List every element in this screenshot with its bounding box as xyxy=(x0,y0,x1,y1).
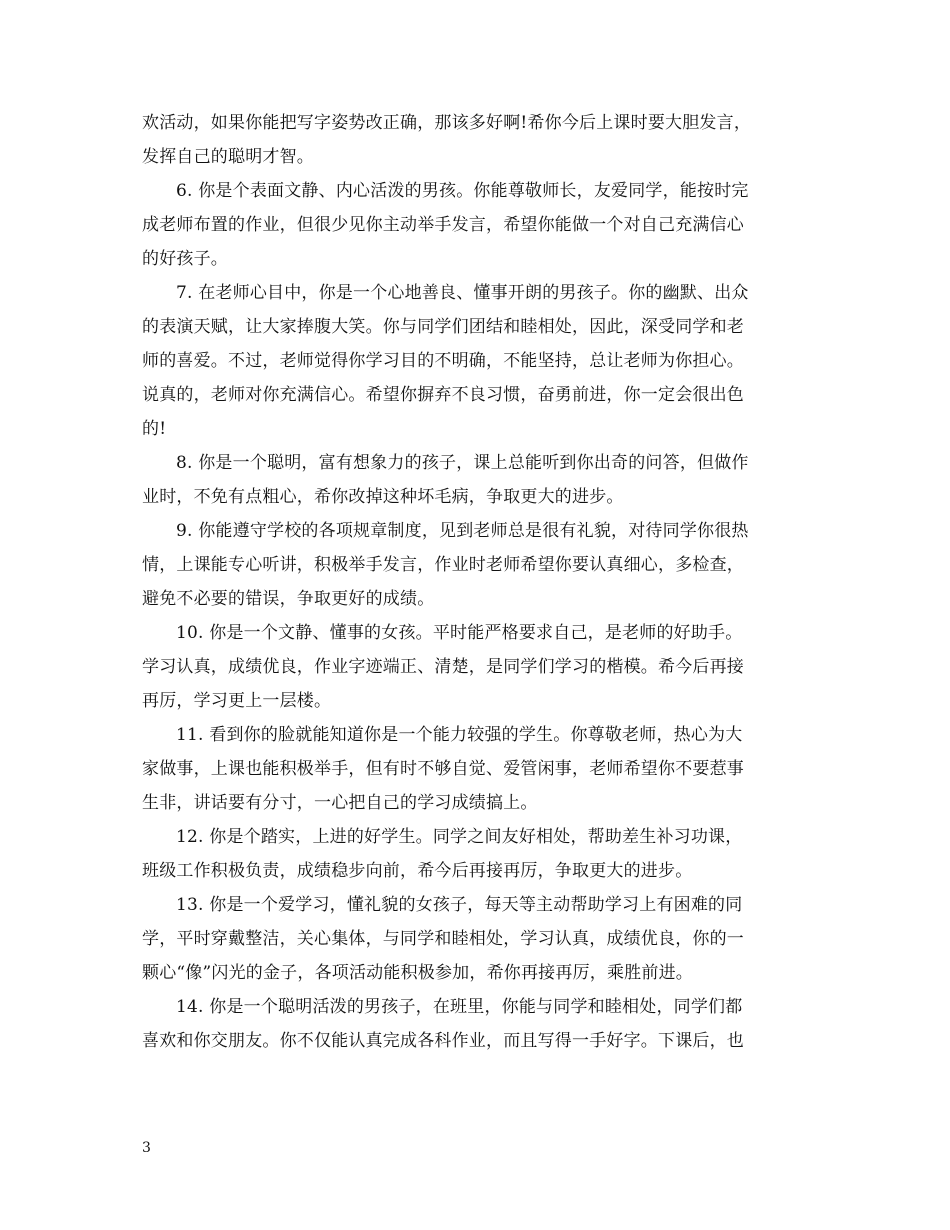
text-line: 11. 看到你的脸就能知道你是一个能力较强的学生。你尊敬老师，热心为大 xyxy=(176,725,743,745)
paragraph-8 xyxy=(142,453,810,521)
text-line: 班级工作积极负责，成绩稳步向前，希今后再接再厉，争取更大的进步。 xyxy=(142,861,693,881)
text-line: 避免不必要的错误，争取更好的成绩。 xyxy=(142,589,435,609)
text-line: 学习认真，成绩优良，作业字迹端正、清楚，是同学们学习的楷模。希今后再接 xyxy=(142,657,744,677)
text-line: 14. 你是一个聪明活泼的男孩子，在班里，你能与同学和睦相处，同学们都 xyxy=(176,997,743,1017)
text-line: 颗心“像”闪光的金子，各项活动能积极参加，希你再接再厉，乘胜前进。 xyxy=(142,963,693,983)
page-number: 3 xyxy=(142,1140,151,1156)
text-line: 发挥自己的聪明才智。 xyxy=(142,147,314,167)
text-line: 12. 你是个踏实，上进的好学生。同学之间友好相处，帮助差生补习功课， xyxy=(176,827,743,847)
paragraph-10 xyxy=(142,623,810,725)
paragraph-13 xyxy=(142,895,810,997)
text-line: 情，上课能专心听讲，积极举手发言，作业时老师希望你要认真细心，多检查， xyxy=(142,555,744,575)
text-line: 业时，不免有点粗心，希你改掉这种坏毛病，争取更大的进步。 xyxy=(142,487,624,507)
paragraph-7 xyxy=(142,283,810,453)
document-body xyxy=(142,113,810,1065)
text-line: 的好孩子。 xyxy=(142,249,228,269)
paragraph-11 xyxy=(142,725,810,827)
paragraph-9 xyxy=(142,521,810,623)
text-line: 欢活动，如果你能把写字姿势改正确，那该多好啊!希你今后上课时要大胆发言， xyxy=(142,113,752,133)
text-line: 7. 在老师心目中，你是一个心地善良、懂事开朗的男孩子。你的幽默、出众 xyxy=(176,283,749,303)
paragraph-continued xyxy=(142,113,810,181)
paragraph-6 xyxy=(142,181,810,283)
paragraph-14 xyxy=(142,997,810,1065)
paragraph-12 xyxy=(142,827,810,895)
text-line: 9. 你能遵守学校的各项规章制度，见到老师总是很有礼貌，对待同学你很热 xyxy=(176,521,749,541)
text-line: 13. 你是一个爱学习，懂礼貌的女孩子，每天等主动帮助学习上有困难的同 xyxy=(176,895,743,915)
text-line: 6. 你是个表面文静、内心活泼的男孩。你能尊敬师长，友爱同学，能按时完 xyxy=(176,181,749,201)
text-line: 的! xyxy=(142,419,167,439)
text-line: 再厉，学习更上一层楼。 xyxy=(142,691,332,711)
text-line: 生非，讲话要有分寸，一心把自己的学习成绩搞上。 xyxy=(142,793,538,813)
text-line: 成老师布置的作业，但很少见你主动举手发言，希望你能做一个对自己充满信心 xyxy=(142,215,744,235)
text-line: 师的喜爱。不过，老师觉得你学习目的不明确，不能坚持，总让老师为你担心。 xyxy=(142,351,744,371)
text-line: 学，平时穿戴整洁，关心集体，与同学和睦相处，学习认真，成绩优良，你的一 xyxy=(142,929,744,949)
text-line: 喜欢和你交朋友。你不仅能认真完成各科作业，而且写得一手好字。下课后，也 xyxy=(142,1031,744,1051)
text-line: 家做事，上课也能积极举手，但有时不够自觉、爱管闲事，老师希望你不要惹事 xyxy=(142,759,744,779)
text-line: 的表演天赋，让大家捧腹大笑。你与同学们团结和睦相处，因此，深受同学和老 xyxy=(142,317,744,337)
text-line: 说真的，老师对你充满信心。希望你摒弃不良习惯，奋勇前进，你一定会很出色 xyxy=(142,385,744,405)
text-line: 8. 你是一个聪明，富有想象力的孩子，课上总能听到你出奇的问答，但做作 xyxy=(176,453,749,473)
text-line: 10. 你是一个文静、懂事的女孩。平时能严格要求自己，是老师的好助手。 xyxy=(176,623,743,643)
